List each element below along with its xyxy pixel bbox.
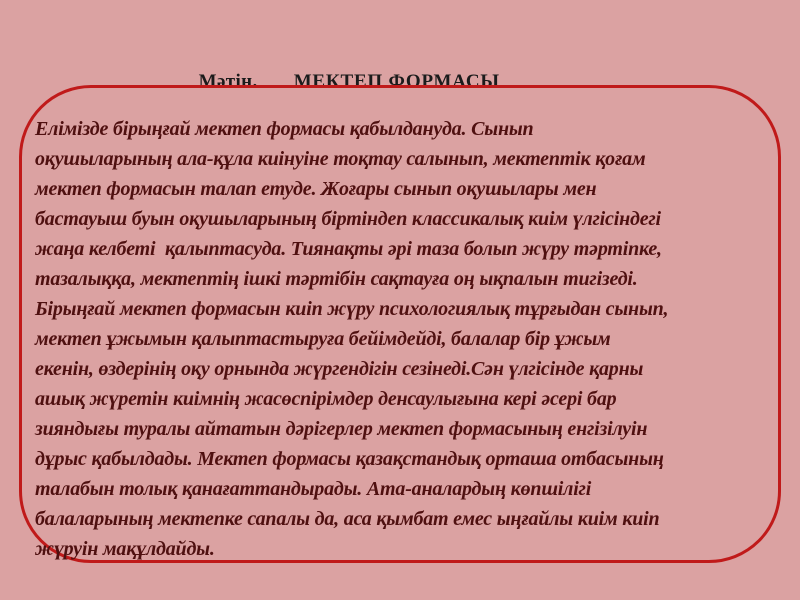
body-line: Елімізде бірыңғай мектеп формасы қабылдануда. Сынып — [35, 118, 534, 140]
body-line: дұрыс қабылдады. Мектеп формасы қазақстандық орташа отбасының — [35, 448, 664, 470]
body-line: тазалыққа, мектептің ішкі тәртібін сақтауға оң ықпалын тигізеді. — [35, 268, 638, 290]
body-line: мектеп ұжымын қалыптастыруға бейімдейді, балалар бір ұжым — [35, 328, 611, 350]
body-line: бастауыш буын оқушыларының біртіндеп классикалық киім үлгісіндегі — [35, 208, 661, 230]
text-box — [19, 85, 781, 563]
body-line: жүруін мақұлдайды. — [35, 538, 215, 560]
body-line: балаларының мектепке сапалы да, аса қымбат емес ыңғайлы киім киіп — [35, 508, 660, 530]
body-line: жаңа келбеті қалыптасуда. Тиянақты әрі таза болып жүру тәртіпке, — [35, 238, 662, 260]
body-line: екенін, өздерінің оқу орнында жүргендігін сезінеді.Сән үлгісінде қарны — [35, 358, 644, 380]
body-line: ашық жүретін киімнің жасөспірімдер денсаулығына кері әсері бар — [35, 388, 617, 410]
body-line: мектеп формасын талап етуде. Жоғары сынып оқушылары мен — [35, 178, 597, 200]
body-line: оқушыларының ала-құла киінуіне тоқтау салынып, мектептік қоғам — [35, 148, 646, 170]
body-line: Бірыңғай мектеп формасын киіп жүру психологиялық тұрғыдан сынып, — [35, 298, 669, 320]
body-line: зияндығы туралы айтатын дәрігерлер мектеп формасының енгізілуін — [35, 418, 648, 440]
body-line: талабын толық қанағаттандырады. Ата-аналардың көпшілігі — [35, 478, 592, 500]
title-main: МЕКТЕП ФОРМАСЫ — [293, 71, 500, 92]
title-prefix: Мәтін. — [198, 71, 258, 92]
body-text — [35, 114, 771, 564]
